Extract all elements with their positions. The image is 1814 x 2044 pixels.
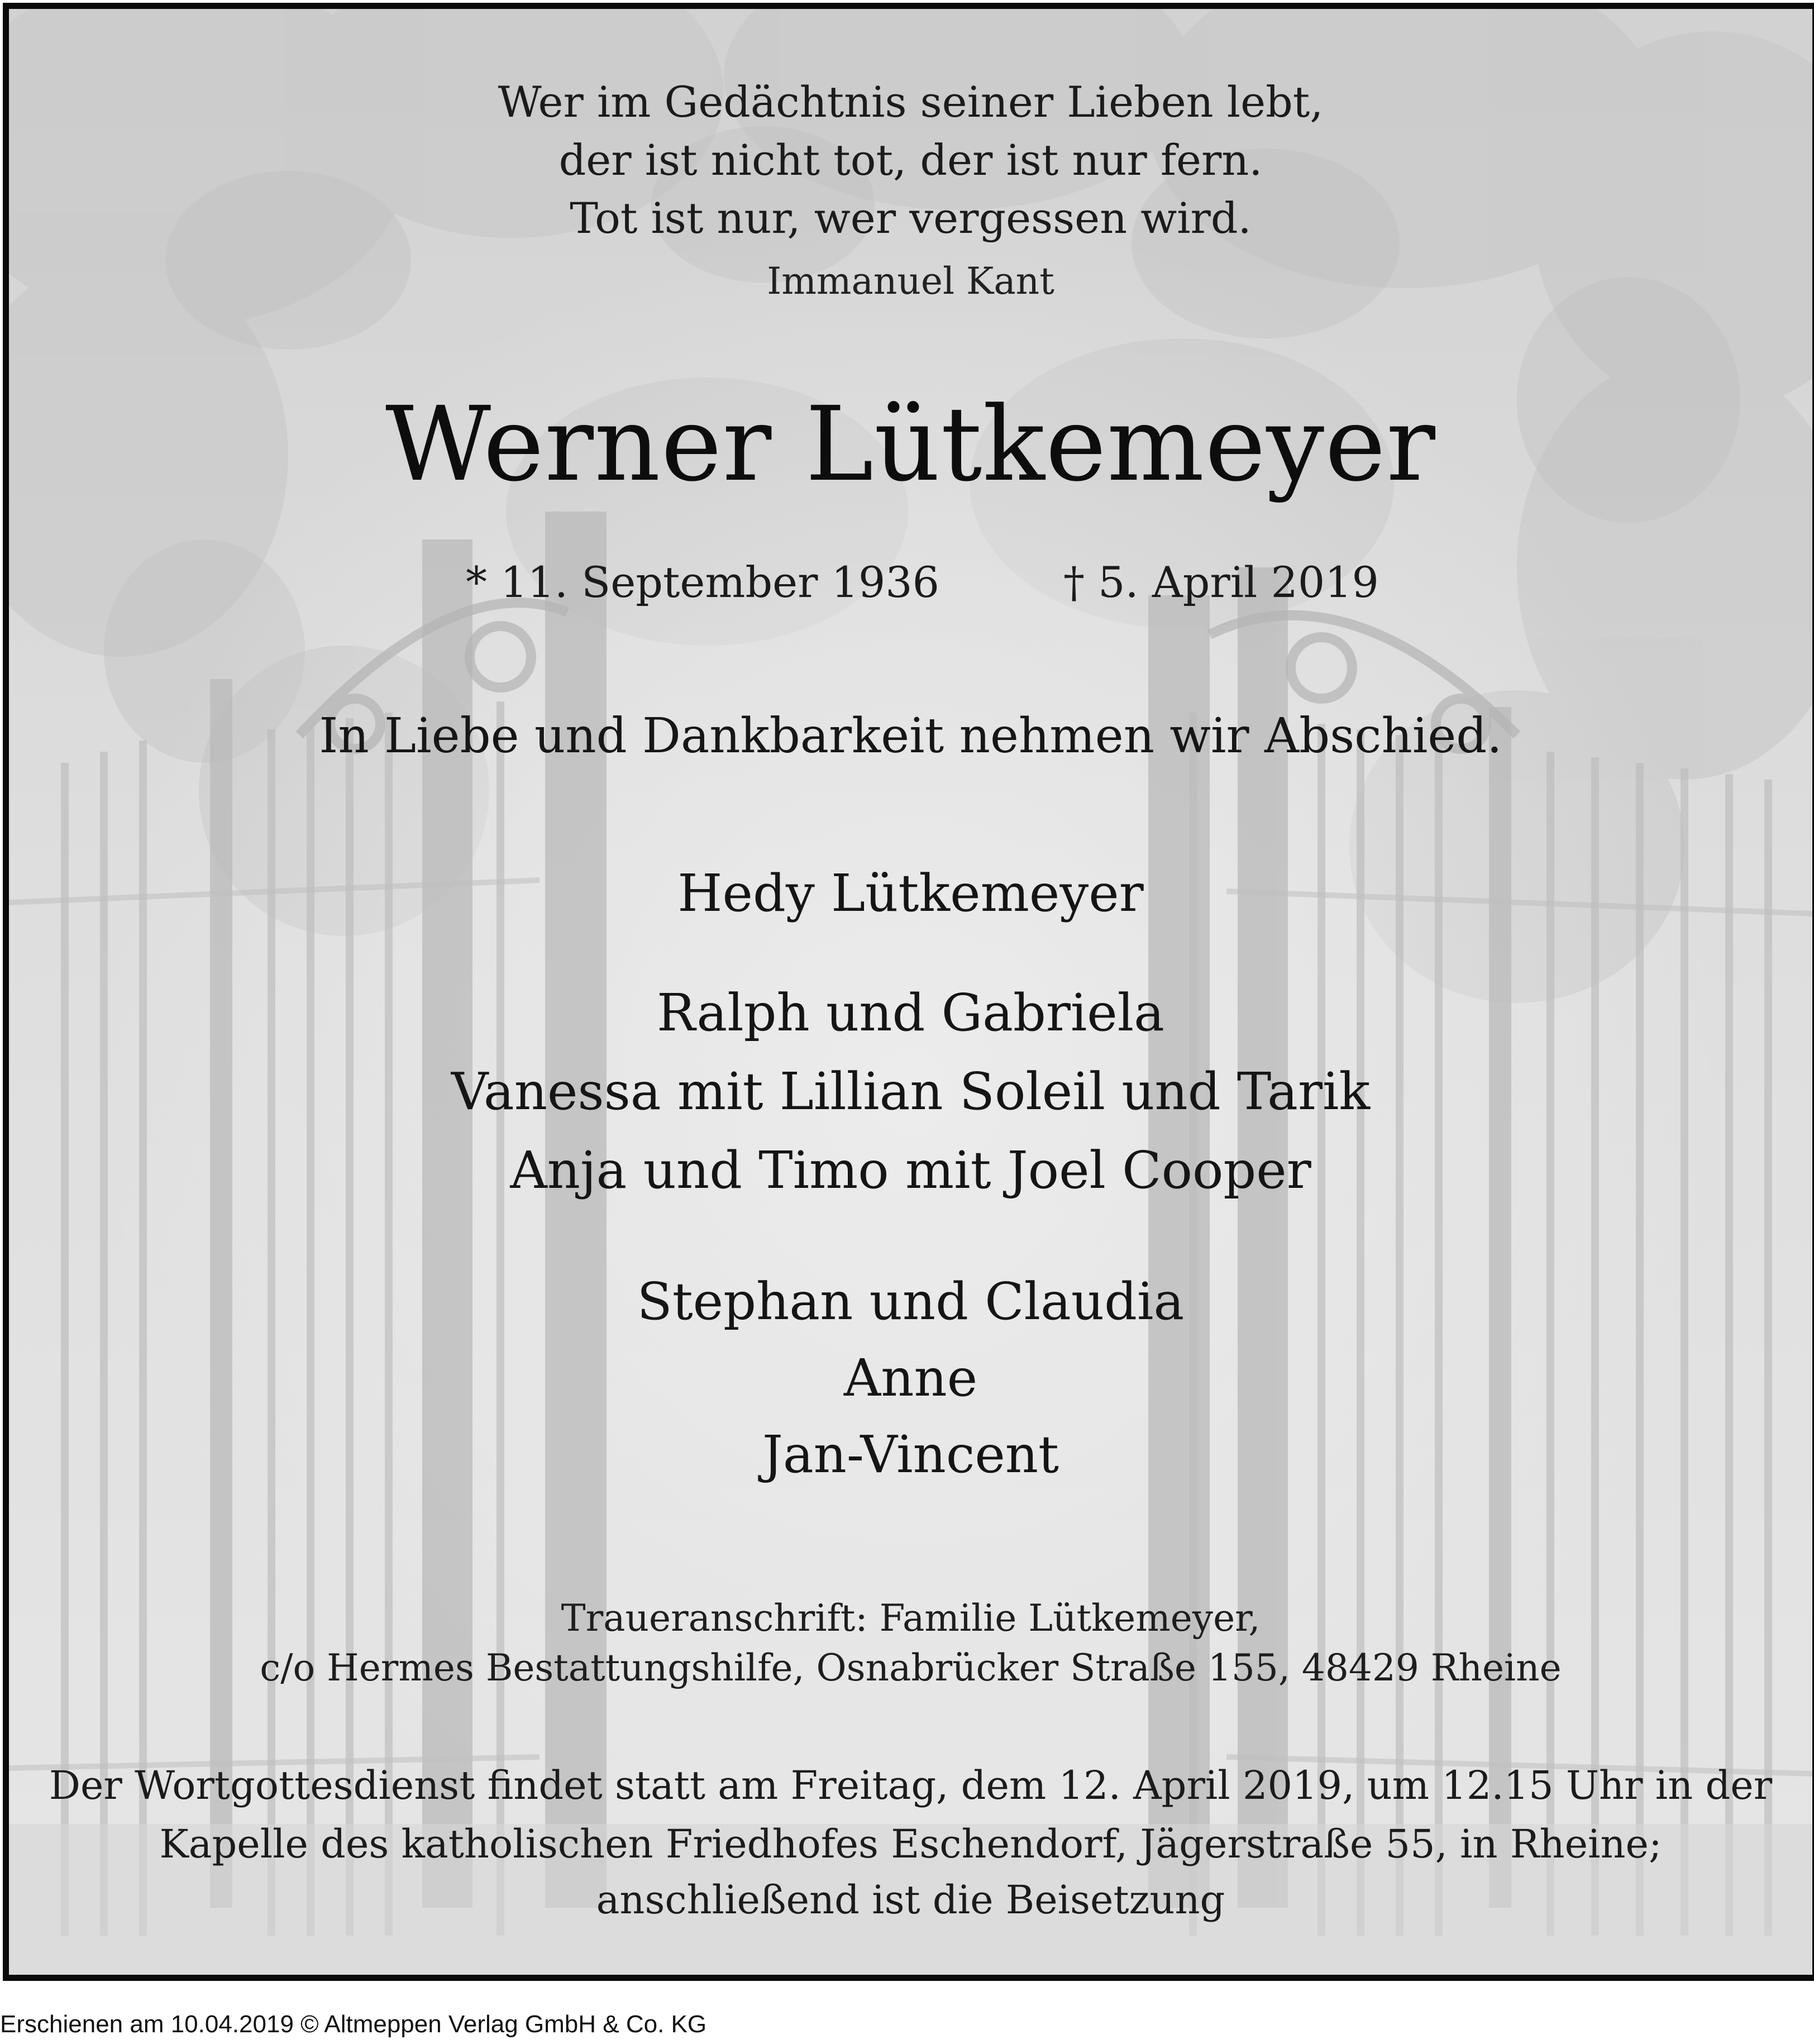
mourner-line: Ralph und Gabriela [656, 983, 1165, 1043]
service-info-line: anschließend ist die Beisetzung [596, 1877, 1225, 1923]
mourning-address-line: Traueranschrift: Familie Lütkemeyer, [561, 1597, 1261, 1640]
death-date: † 5. April 2019 [1063, 557, 1379, 607]
publication-credit: Erschienen am 10.04.2019 © Altmeppen Verlag GmbH & Co. KG [0, 2010, 707, 2038]
quote-line: Wer im Gedächtnis seiner Lieben lebt, [498, 77, 1324, 127]
mourner-line: Stephan und Claudia [637, 1272, 1185, 1331]
service-info-line: Der Wortgottesdienst findet statt am Freitag, dem 12. April 2019, um 12.15 Uhr in der [49, 1763, 1773, 1808]
mourner-line: Vanessa mit Lillian Soleil und Tarik [451, 1062, 1371, 1121]
quote-line: Tot ist nur, wer vergessen wird. [570, 193, 1252, 243]
mourner-line: Anne [843, 1348, 978, 1408]
deceased-name: Werner Lütkemeyer [385, 385, 1436, 504]
birth-date: * 11. September 1936 [466, 557, 939, 607]
farewell-text: In Liebe und Dankbarkeit nehmen wir Abschied. [319, 708, 1502, 764]
notice-text-content [9, 9, 1812, 1975]
mourning-address-line: c/o Hermes Bestattungshilfe, Osnabrücker Straße 155, 48429 Rheine [260, 1646, 1562, 1689]
quote-author: Immanuel Kant [767, 260, 1054, 303]
mourner-line: Anja und Timo mit Joel Cooper [510, 1140, 1311, 1200]
obituary-notice [3, 3, 1814, 1981]
service-info-line: Kapelle des katholischen Friedhofes Eschendorf, Jägerstraße 55, in Rheine; [159, 1821, 1662, 1867]
life-dates [9, 557, 1812, 613]
mourner-spouse: Hedy Lütkemeyer [677, 863, 1144, 923]
quote-line: der ist nicht tot, der ist nur fern. [558, 135, 1263, 185]
mourner-line: Jan-Vincent [762, 1425, 1059, 1484]
